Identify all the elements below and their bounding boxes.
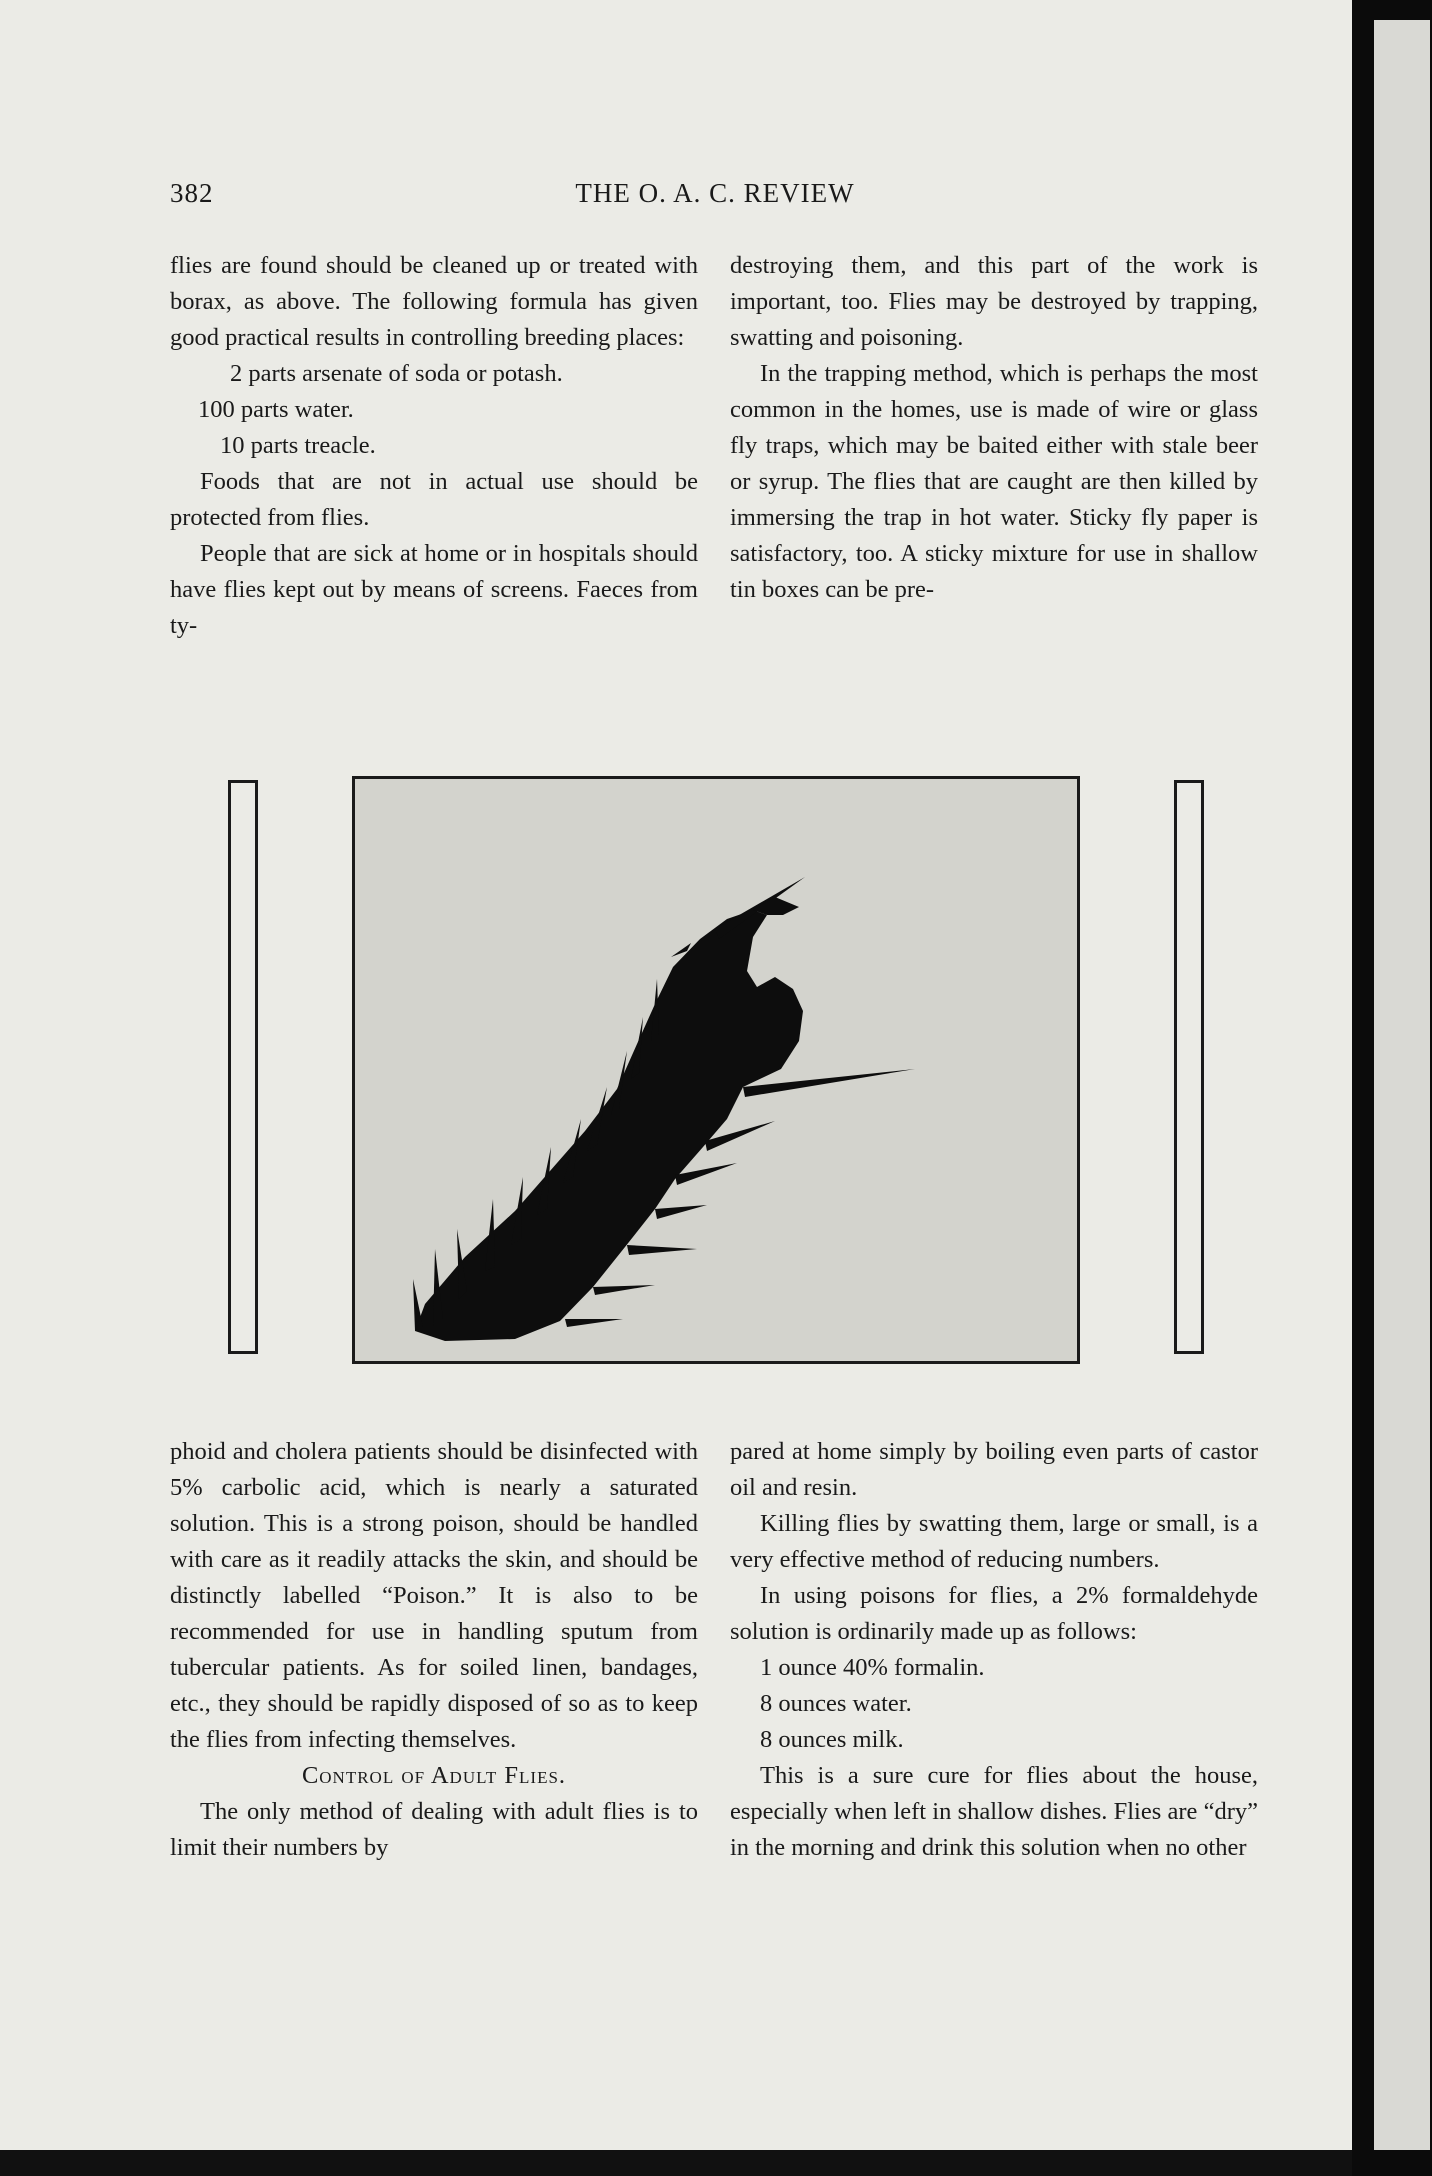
page-header bbox=[170, 178, 1260, 218]
column-top-right bbox=[730, 248, 1258, 608]
paragraph: In the trapping method, which is perhaps the most common in the homes, use is made of wire or glass fly traps, which may be baited either with stale beer or syrup. The flies that are caught are then killed by immersing the trap in hot water. Sticky fly paper is satisfactory, too. A sticky mixture for use in shallow tin boxes can be pre- bbox=[730, 360, 1258, 603]
scan-right-edge bbox=[1352, 0, 1432, 2176]
formula-line: 1 ounce 40% formalin. bbox=[760, 1654, 985, 1681]
column-top-left bbox=[170, 248, 698, 644]
paragraph: This is a sure cure for flies about the house, especially when left in shallow dishes. Flies are “dry” in the morning and drink this solution when no other bbox=[730, 1762, 1258, 1861]
figure-side-bar-left bbox=[228, 780, 258, 1354]
paragraph: Killing flies by swatting them, large or small, is a very effective method of reducing numbers. bbox=[730, 1510, 1258, 1573]
page-number: 382 bbox=[170, 178, 214, 208]
paragraph: In using poisons for flies, a 2% formaldehyde solution is ordinarily made up as follows: bbox=[730, 1582, 1258, 1645]
paragraph: destroying them, and this part of the work is important, too. Flies may be destroyed by trapping, swatting and poisoning. bbox=[730, 252, 1258, 351]
formula-line: 10 parts treacle. bbox=[220, 432, 376, 459]
paragraph: People that are sick at home or in hospitals should have flies kept out by means of screens. Faeces from ty- bbox=[170, 540, 698, 639]
next-page-edge bbox=[1374, 20, 1430, 2150]
formula-line: 8 ounces milk. bbox=[760, 1726, 904, 1753]
paragraph: flies are found should be cleaned up or treated with borax, as above. The following formula has given good practical results in controlling breeding places: bbox=[170, 252, 698, 351]
column-bottom-right bbox=[730, 1434, 1258, 1866]
section-heading: Control of Adult Flies. bbox=[301, 1762, 567, 1789]
scan-bottom-edge bbox=[0, 2150, 1352, 2176]
paragraph: pared at home simply by boiling even parts of castor oil and resin. bbox=[730, 1438, 1258, 1501]
fly-leg-illustration bbox=[355, 779, 1077, 1361]
paragraph: The only method of dealing with adult flies is to limit their numbers by bbox=[170, 1798, 698, 1861]
formula-line: 100 parts water. bbox=[198, 396, 354, 423]
column-bottom-left bbox=[170, 1434, 698, 1866]
figure-side-bar-right bbox=[1174, 780, 1204, 1354]
paragraph: phoid and cholera patients should be disinfected with 5% carbolic acid, which is nearly a saturated solution. This is a strong poison, should be handled with care as it readily attacks the skin, and should be distinctly labelled “Poison.” It is also to be recommended for use in handling sputum from tubercular patients. As for soiled linen, bandages, etc., they should be rapidly disposed of so as to keep the flies from infecting themselves. bbox=[170, 1438, 698, 1753]
figure-fly-leg bbox=[352, 776, 1080, 1364]
running-title: THE O. A. C. REVIEW bbox=[575, 178, 855, 208]
fly-leg-silhouette bbox=[413, 877, 915, 1341]
paragraph: Foods that are not in actual use should be protected from flies. bbox=[170, 468, 698, 531]
formula-line: 8 ounces water. bbox=[760, 1690, 912, 1717]
formula-line: 2 parts arsenate of soda or potash. bbox=[230, 360, 563, 387]
